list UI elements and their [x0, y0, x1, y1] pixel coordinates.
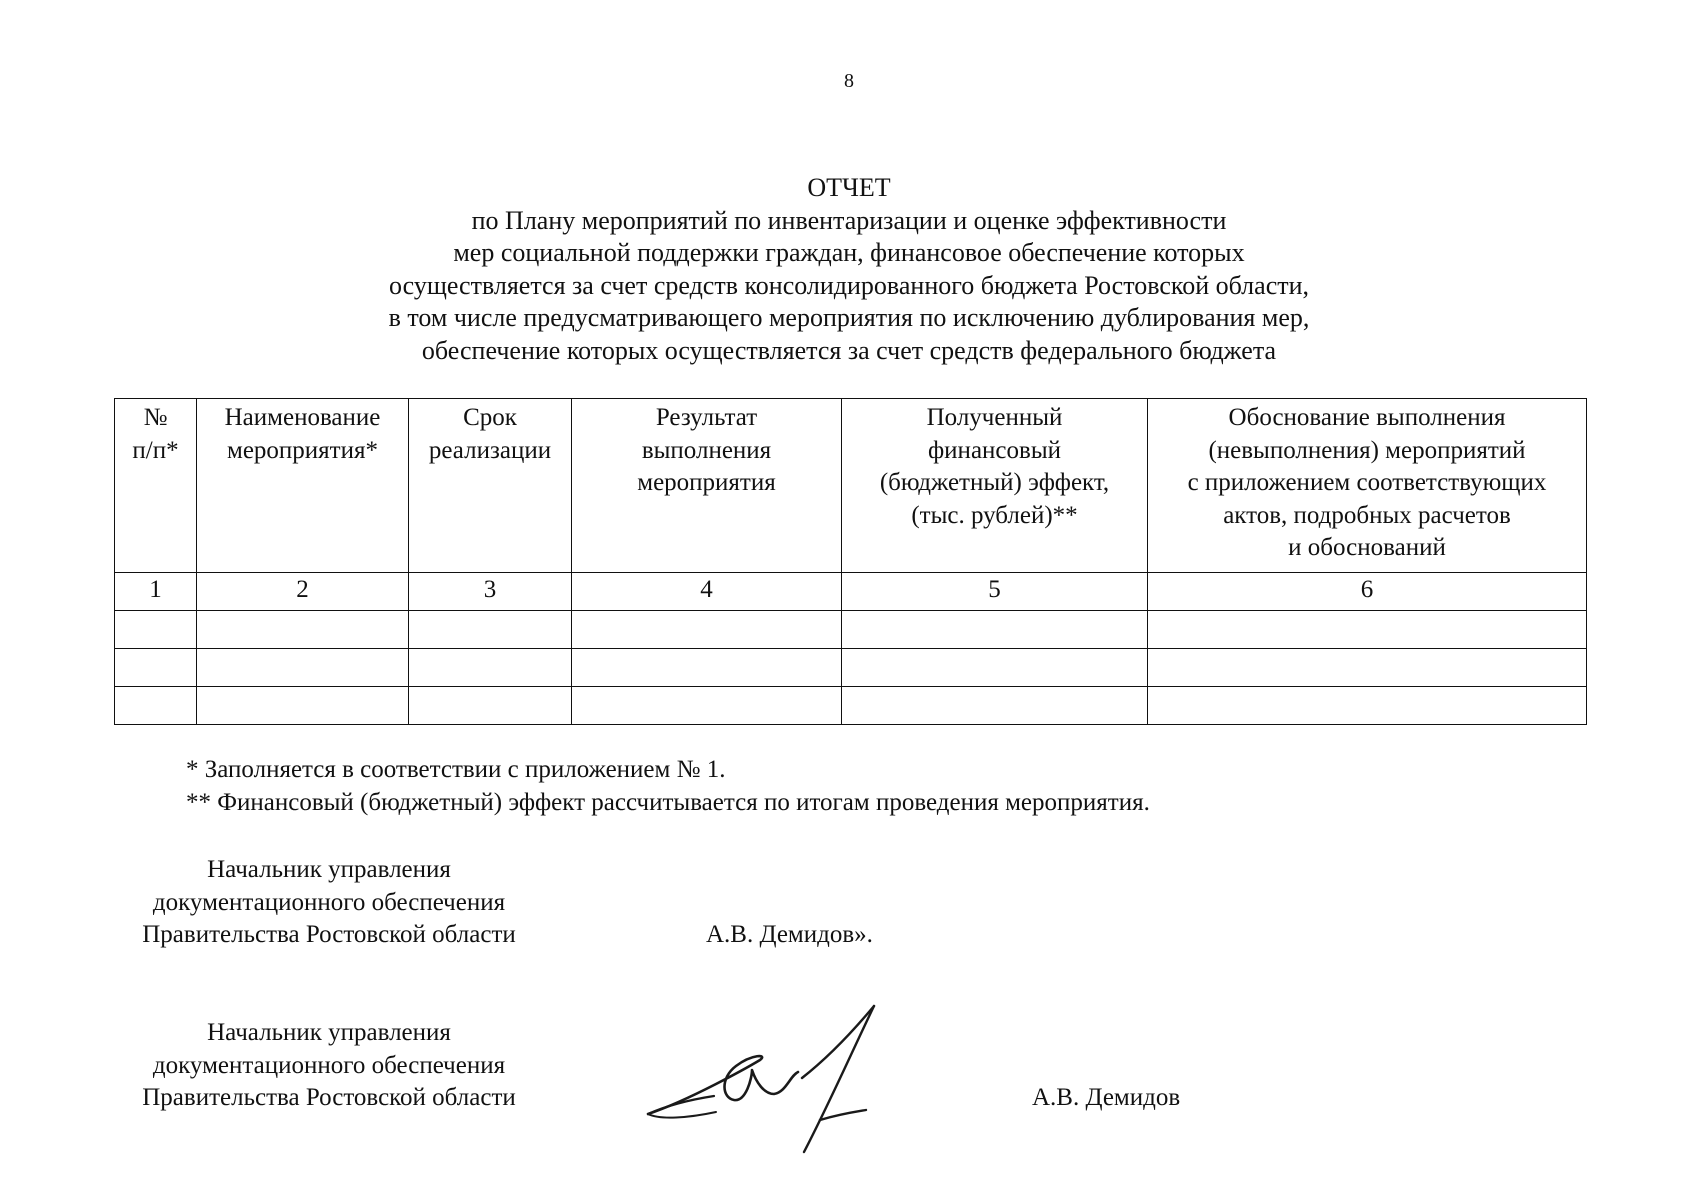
- empty-cell: [409, 649, 572, 687]
- empty-cell: [115, 611, 197, 649]
- empty-cell: [1148, 611, 1587, 649]
- empty-cell: [572, 649, 842, 687]
- empty-cell: [409, 611, 572, 649]
- empty-cell: [409, 687, 572, 725]
- footnotes: [186, 754, 1150, 819]
- header-cell-financial-effect: Полученный финансовый (бюджетный) эффект, (тыс. рублей)**: [842, 399, 1148, 573]
- empty-cell: [197, 649, 409, 687]
- empty-cell: [115, 649, 197, 687]
- signatory-position-1: Начальник управления документационного обеспечения Правительства Ростовской области: [142, 856, 516, 948]
- table-row: [115, 611, 1587, 649]
- empty-cell: [115, 687, 197, 725]
- report-subtitle-line: обеспечение которых осуществляется за счет средств федерального бюджета: [421, 335, 1277, 365]
- table-row: [115, 687, 1587, 725]
- empty-cell: [197, 687, 409, 725]
- table-row: [115, 649, 1587, 687]
- empty-cell: [1148, 687, 1587, 725]
- signatory-name-1: А.В. Демидов».: [706, 921, 873, 948]
- column-number-cell: 2: [197, 573, 409, 611]
- footnote-2: ** Финансовый (бюджетный) эффект рассчитывается по итогам проведения мероприятия.: [186, 788, 1150, 816]
- header-cell-result: Результат выполнения мероприятия: [572, 399, 842, 573]
- column-number-cell: 5: [842, 573, 1148, 611]
- empty-cell: [572, 611, 842, 649]
- column-number-cell: 6: [1148, 573, 1587, 611]
- footnote-1: * Заполняется в соответствии с приложением № 1.: [186, 756, 726, 783]
- header-cell-justification: Обоснование выполнения (невыполнения) мероприятий с приложением соответствующих актов, подробных расчетов и обоснований: [1148, 399, 1587, 573]
- page-number: 8: [844, 70, 854, 92]
- table-header-row: [115, 399, 1587, 573]
- empty-cell: [197, 611, 409, 649]
- report-title-block: [0, 172, 1698, 367]
- report-subtitle-line: мер социальной поддержки граждан, финансовое обеспечение которых: [453, 238, 1245, 267]
- empty-cell: [572, 687, 842, 725]
- column-number-cell: 4: [572, 573, 842, 611]
- signatory-position-2: Начальник управления документационного обеспечения Правительства Ростовской области: [142, 1019, 516, 1111]
- report-subtitle-line: осуществляется за счет средств консолидированного бюджета Ростовской области,: [388, 270, 1310, 300]
- report-subtitle-line: в том числе предусматривающего мероприятия по исключению дублирования мер,: [388, 303, 1310, 332]
- handwritten-signature: [640, 996, 930, 1156]
- column-number-cell: 1: [115, 573, 197, 611]
- signatory-name-2: А.В. Демидов: [1032, 1084, 1181, 1111]
- column-number-row: [115, 573, 1587, 611]
- column-number-cell: 3: [409, 573, 572, 611]
- header-cell-deadline: Срок реализации: [409, 399, 572, 573]
- report-table: [114, 398, 1587, 725]
- empty-cell: [842, 649, 1148, 687]
- empty-cell: [1148, 649, 1587, 687]
- header-cell-event-name: Наименование мероприятия*: [197, 399, 409, 573]
- report-subtitle-line: по Плану мероприятий по инвентаризации и оценке эффективности: [471, 205, 1227, 235]
- empty-cell: [842, 611, 1148, 649]
- report-heading: ОТЧЕТ: [807, 173, 891, 202]
- empty-cell: [842, 687, 1148, 725]
- header-cell-number: № п/п*: [115, 399, 197, 573]
